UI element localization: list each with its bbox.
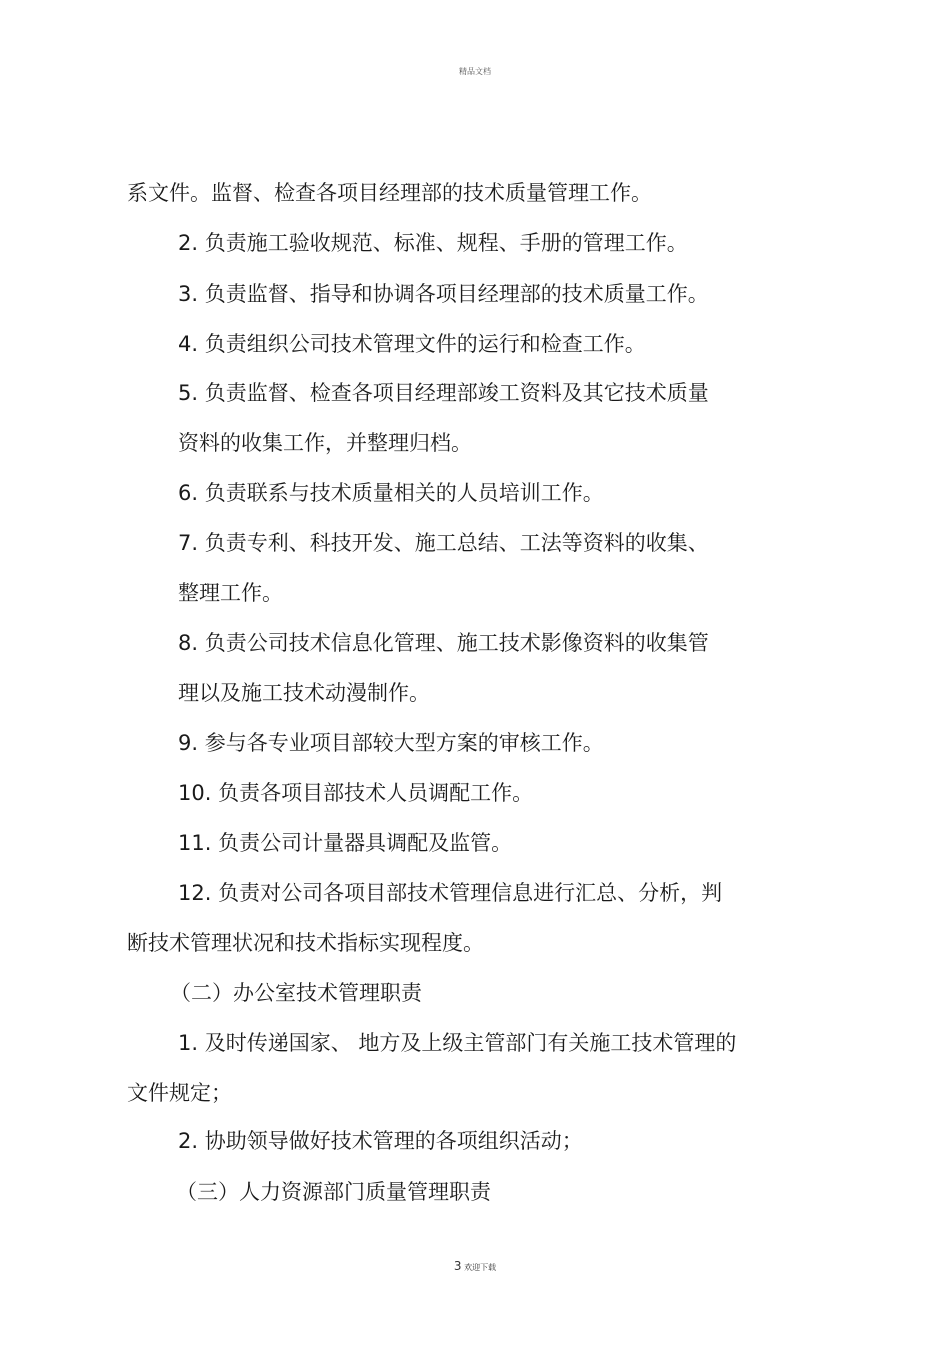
text-line: 资料的收集工作，并整理归档。 bbox=[178, 431, 472, 455]
text-line: 整理工作。 bbox=[178, 581, 283, 605]
text-line: 8. 负责公司技术信息化管理、施工技术影像资料的收集管 bbox=[178, 631, 709, 655]
text-line: 1. 及时传递国家、 地方及上级主管部门有关施工技术管理的 bbox=[178, 1031, 737, 1055]
text-line: 2. 协助领导做好技术管理的各项组织活动； bbox=[178, 1129, 583, 1153]
text-line: 10. 负责各项目部技术人员调配工作。 bbox=[178, 781, 534, 805]
page-header: 精品文档 bbox=[459, 67, 491, 76]
text-line: 4. 负责组织公司技术管理文件的运行和检查工作。 bbox=[178, 332, 646, 356]
page-number: 3 bbox=[453, 1259, 462, 1273]
text-line: 理以及施工技术动漫制作。 bbox=[178, 681, 430, 705]
page-footer bbox=[0, 1259, 950, 1273]
text-line: 6. 负责联系与技术质量相关的人员培训工作。 bbox=[178, 481, 604, 505]
section-heading: （二）办公室技术管理职责 bbox=[170, 981, 422, 1005]
text-line: 断技术管理状况和技术指标实现程度。 bbox=[127, 931, 484, 955]
text-line: 3. 负责监督、指导和协调各项目经理部的技术质量工作。 bbox=[178, 282, 709, 306]
text-line: 5. 负责监督、检查各项目经理部竣工资料及其它技术质量 bbox=[178, 381, 709, 405]
text-line: 7. 负责专利、科技开发、施工总结、工法等资料的收集、 bbox=[178, 531, 709, 555]
text-line: 9. 参与各专业项目部较大型方案的审核工作。 bbox=[178, 731, 604, 755]
text-line: 系文件。监督、检查各项目经理部的技术质量管理工作。 bbox=[127, 181, 652, 205]
text-line: 2. 负责施工验收规范、标准、规程、手册的管理工作。 bbox=[178, 231, 688, 255]
footer-label: 欢迎下载 bbox=[464, 1263, 497, 1272]
section-heading: （三）人力资源部门质量管理职责 bbox=[176, 1180, 491, 1204]
text-line: 12. 负责对公司各项目部技术管理信息进行汇总、分析，判 bbox=[178, 881, 723, 905]
text-line: 文件规定； bbox=[127, 1081, 232, 1105]
text-line: 11. 负责公司计量器具调配及监管。 bbox=[178, 831, 513, 855]
